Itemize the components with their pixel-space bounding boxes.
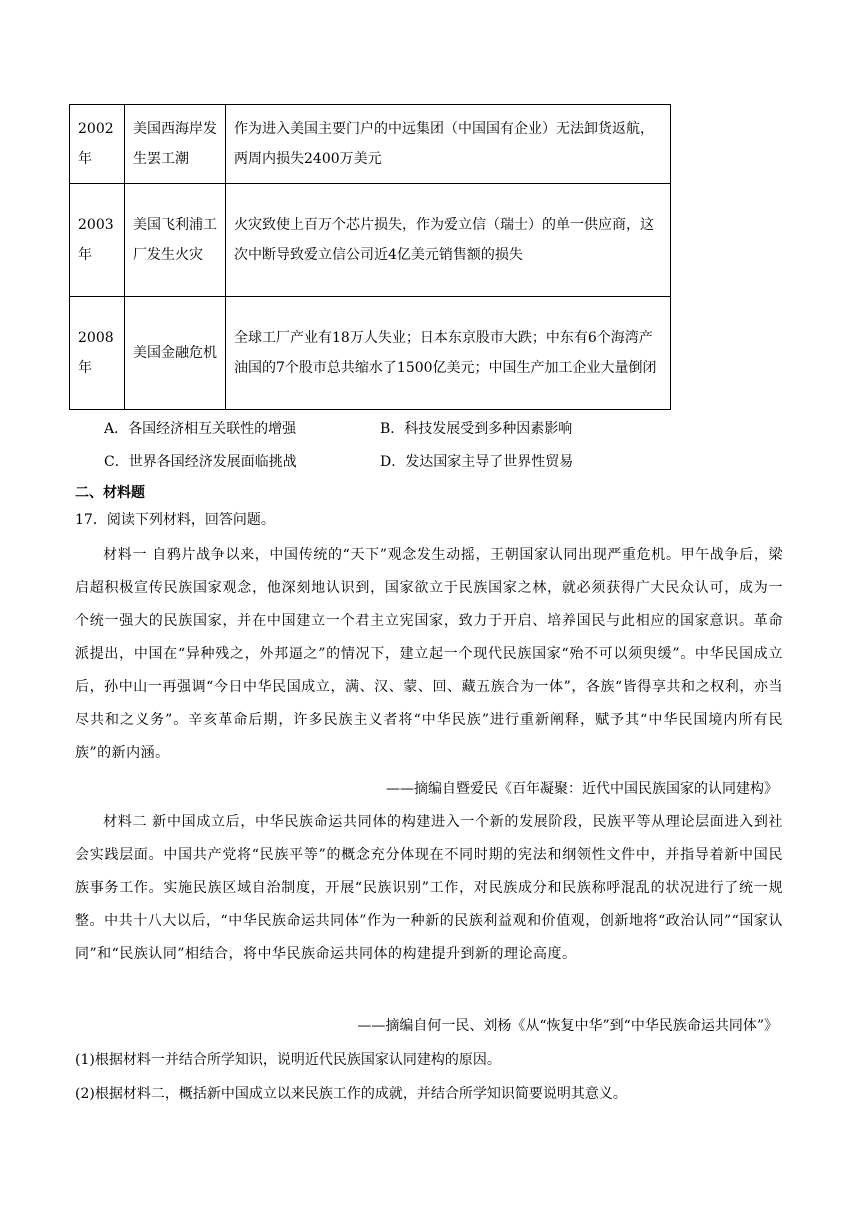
sub-question-1: (1)根据材料一并结合所学知识，说明近代民族国家认同建构的原因。 bbox=[75, 1052, 501, 1068]
material-one bbox=[75, 539, 783, 770]
impact-cell: 全球工厂产业有18万人失业；日本东京股市大跌；中东有6个海湾产油国的7个股市总共缩水了1500亿美元；中国生产加工企业大量倒闭 bbox=[226, 297, 671, 410]
impact-cell: 火灾致使上百万个芯片损失，作为爱立信（瑞士）的单一供应商，这次中断导致爱立信公司近4亿美元销售额的损失 bbox=[226, 184, 671, 297]
event-cell: 美国金融危机 bbox=[125, 297, 226, 410]
option-b[interactable]: B．科技发展受到多种因素影响 bbox=[380, 421, 573, 437]
event-cell: 美国飞利浦工厂发生火灾 bbox=[125, 184, 226, 297]
events-table bbox=[69, 104, 671, 410]
section-title: 二、材料题 bbox=[75, 485, 145, 501]
material-two-source: ——摘编自何一民、刘杨《从“恢复中华”到“中华民族命运共同体”》 bbox=[357, 1018, 778, 1034]
material-two bbox=[75, 806, 783, 971]
year-cell: 2003年 bbox=[70, 184, 125, 297]
table-row bbox=[70, 184, 671, 297]
option-c[interactable]: C．世界各国经济发展面临挑战 bbox=[104, 454, 297, 470]
table-row bbox=[70, 297, 671, 410]
question-stem: 17．阅读下列材料，回答问题。 bbox=[75, 512, 275, 528]
year-cell: 2002年 bbox=[70, 105, 125, 184]
option-a[interactable]: A．各国经济相互关联性的增强 bbox=[104, 421, 297, 437]
option-d[interactable]: D．发达国家主导了世界性贸易 bbox=[380, 454, 574, 470]
material-one-source: ——摘编自暨爱民《百年凝聚：近代中国民族国家的认同建构》 bbox=[386, 781, 778, 797]
material-two-text: 材料二 新中国成立后，中华民族命运共同体的构建进入一个新的发展阶段，民族平等从理论层面进入到社会实践层面。中国共产党将“民族平等”的概念充分体现在不同时期的宪法和纲领性文件中，并指导着新中国民族事务工作。实施民族区域自治制度，开展“民族识别”工作，对民族成分和民族称呼混乱的状况进行了统一规整。中共十八大以后，“中华民族命运共同体”作为一种新的民族利益观和价值观，创新地将“政治认同”“国家认同”和“民族认同”相结合，将中华民族命运共同体的构建提升到新的理论高度。 bbox=[75, 814, 783, 962]
table-row bbox=[70, 105, 671, 184]
material-one-text: 材料一 自鸦片战争以来，中国传统的“天下”观念发生动摇，王朝国家认同出现严重危机。甲午战争后，梁启超积极宣传民族国家观念，他深刻地认识到，国家欲立于民族国家之林，就必须获得广大民众认可，成为一个统一强大的民族国家，并在中国建立一个君主立宪国家，致力于开启、培养国民与此相应的国家意识。革命派提出，中国在“异种残之，外邦逼之”的情况下，建立起一个现代民族国家“殆不可以须臾缓”。中华民国成立后，孙中山一再强调“今日中华民国成立，满、汉、蒙、回、藏五族合为一体”，各族“皆得享共和之权利，亦当尽共和之义务”。辛亥革命后期，许多民族主义者将“中华民族”进行重新阐释，赋予其“中华民国境内所有民族”的新内涵。 bbox=[75, 547, 783, 761]
impact-cell: 作为进入美国主要门户的中远集团（中国国有企业）无法卸货返航，两周内损失2400万美元 bbox=[226, 105, 671, 184]
event-cell: 美国西海岸发生罢工潮 bbox=[125, 105, 226, 184]
year-cell: 2008年 bbox=[70, 297, 125, 410]
sub-question-2: (2)根据材料二，概括新中国成立以来民族工作的成就，并结合所学知识简要说明其意义。 bbox=[75, 1086, 627, 1102]
